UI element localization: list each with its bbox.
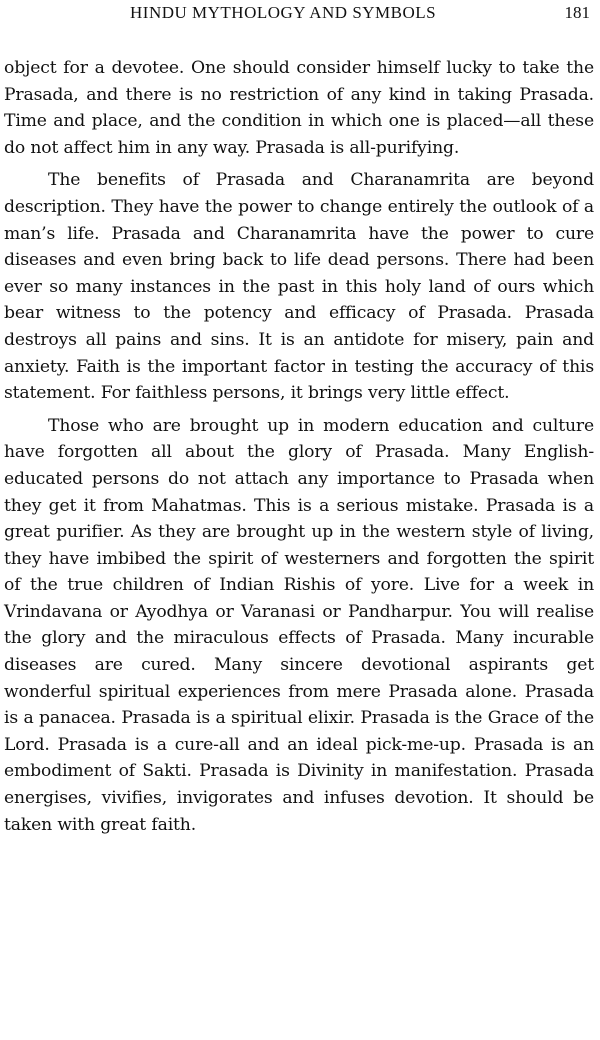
running-header: [0, 2, 600, 26]
paragraph-modern-education: Those who are brought up in modern education and culture have forgotten all about the glory of Prasada. Many English-educated persons do not attach any importance to Prasada when they get it from Mahatmas. This is a serious mistake. Prasada is a great purifier. As they are brought up in the western style of living, they have imbibed the spirit of westerners and forgotten the spirit of the true children of Indian Rishis of yore. Live for a week in Vrindavana or Ayodhya or Varanasi or Pandharpur. You will realise the glory and the miraculous effects of Prasada. Many incurable diseases are cured. Many sincere devotional aspirants get wonderful spiritual experiences from mere Prasada alone. Prasada is a panacea. Prasada is a spiritual elixir. Prasada is the Grace of the Lord. Prasada is a cure-all and an ideal pick-me-up. Prasada is an embodiment of Sakti. Prasada is Divinity in manifestation. Prasada energises, vivifies, invigorates and infuses devotion. It should be taken with great faith.: [4, 415, 594, 835]
running-header-title: HINDU MYTHOLOGY AND SYMBOLS: [130, 3, 437, 22]
page-number: 181: [564, 3, 590, 22]
paragraph-benefits: The benefits of Prasada and Charanamrita are beyond description. They have the power to change entirely the outlook of a man’s life. Prasada and Charanamrita have the power to cure diseases and even bring back to life dead persons. There had been ever so many instances in the past in this holy land of ours which bear witness to the potency and efficacy of Prasada. Prasada destroys all pains and sins. It is an antidote for misery, pain and anxiety. Faith is the important factor in testing the accuracy of this statement. For faithless persons, it brings very little effect.: [4, 170, 594, 404]
paragraph-continued: object for a devotee. One should consider himself lucky to take the Prasada, and there is no restriction of any kind in taking Prasada. Time and place, and the condition in which one is placed—all these do not affect him in any way. Prasada is all-purifying.: [4, 58, 594, 158]
body-text: [4, 55, 594, 838]
